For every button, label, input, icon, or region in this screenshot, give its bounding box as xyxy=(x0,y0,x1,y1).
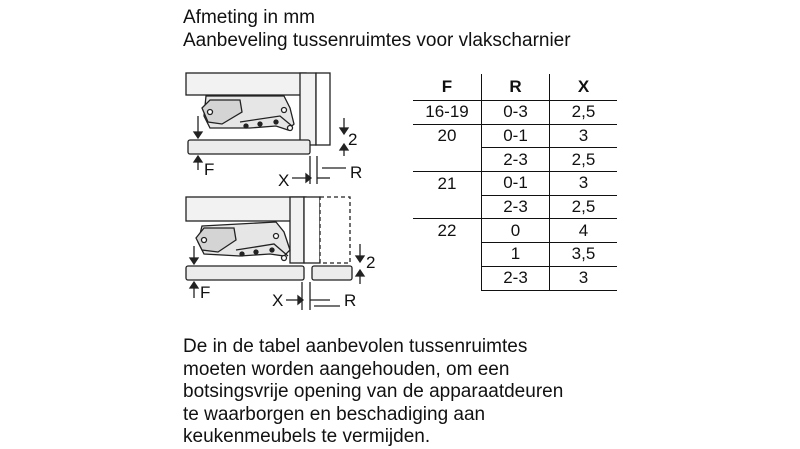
cell-r: 0-1 xyxy=(482,124,550,148)
label-x-top: X xyxy=(278,171,290,190)
cell-r: 0-3 xyxy=(482,101,550,125)
label-2-top: 2 xyxy=(348,130,358,149)
hinge-diagram xyxy=(180,66,380,316)
note-line: moeten worden aangehouden, om een xyxy=(183,358,510,380)
cell-x: 4 xyxy=(550,219,618,243)
table-row xyxy=(413,101,617,125)
header-r: R xyxy=(482,74,550,101)
cell-f: 16-19 xyxy=(413,101,482,125)
cell-f xyxy=(413,148,482,172)
cell-f xyxy=(413,243,482,267)
cell-x: 2,5 xyxy=(550,148,618,172)
cell-f xyxy=(413,266,482,290)
note-line: te waarborgen en beschadiging aan xyxy=(183,403,486,425)
cell-f: 21 xyxy=(437,173,457,193)
label-f-bottom: F xyxy=(200,283,211,302)
table-row xyxy=(413,219,617,243)
label-x-bottom: X xyxy=(272,291,284,310)
cell-x: 3,5 xyxy=(550,243,618,267)
cell-x: 2,5 xyxy=(550,195,618,219)
cell-x: 3 xyxy=(550,266,618,290)
gap-table xyxy=(413,74,617,291)
cell-x: 3 xyxy=(550,124,618,148)
cell-x: 3 xyxy=(550,172,618,196)
header-f: F xyxy=(413,74,482,101)
table-row xyxy=(413,124,617,148)
table-row xyxy=(413,148,617,172)
cell-f xyxy=(413,195,482,219)
table-header-row xyxy=(413,74,617,101)
label-f-top: F xyxy=(204,160,215,179)
instruction-note xyxy=(183,336,643,449)
heading xyxy=(183,6,571,52)
heading-title: Aanbeveling tussenruimtes voor vlakscharnier xyxy=(183,30,571,51)
cell-r: 0-1 xyxy=(482,172,550,196)
cell-r: 0 xyxy=(482,219,550,243)
heading-unit: Afmeting in mm xyxy=(183,7,315,28)
cell-r: 2-3 xyxy=(482,266,550,290)
label-r-top: R xyxy=(350,163,363,182)
label-2-bottom: 2 xyxy=(366,253,376,272)
cell-x: 2,5 xyxy=(550,101,618,125)
table-row xyxy=(413,195,617,219)
table-row xyxy=(413,266,617,290)
cell-f: 20 xyxy=(437,126,457,146)
cell-r: 2-3 xyxy=(482,148,550,172)
header-x: X xyxy=(550,74,618,101)
table-row xyxy=(413,172,617,196)
table-row xyxy=(413,243,617,267)
cell-f: 22 xyxy=(437,221,457,241)
note-line: keukenmeubels te vermijden. xyxy=(183,426,431,447)
cell-r: 1 xyxy=(482,243,550,267)
note-line: De in de tabel aanbevolen tussenruimtes xyxy=(183,336,528,357)
label-r-bottom: R xyxy=(344,291,357,310)
cell-r: 2-3 xyxy=(482,195,550,219)
note-line: botsingsvrije opening van de apparaatdeuren xyxy=(183,381,564,402)
